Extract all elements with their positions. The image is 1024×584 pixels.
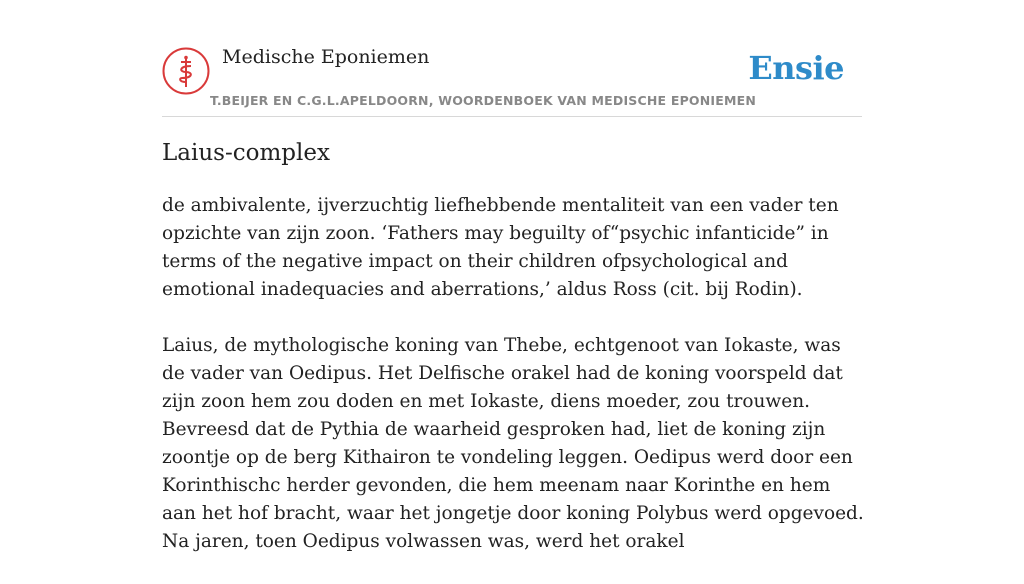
source-header — [162, 0, 862, 117]
ensie-logo[interactable]: Ensie — [748, 49, 844, 87]
caduceus-icon[interactable] — [162, 47, 210, 95]
entry-definition — [162, 192, 867, 584]
definition-paragraph-2: Laius, de mythologische koning van Thebe, echtgenoot van Iokaste, was de vader van Oedipus. Het Delfische orakel had de koning voorspeld dat zijn zoon hem zou doden en met Iokaste, diens moeder, zou trouwen. Bevreesd dat de Pythia de waarheid gesproken had, liet de koning zijn zoontje op de berg Kithairon te vondeling leggen. Oedipus werd door een Korinthischc herder gevonden, die hem meenam naar Korinthe en hem aan het hof bracht, waar het jongetje door koning Polybus werd opgevoed. Na jaren, toen Oedipus volwassen was, werd het orakel — [162, 335, 864, 552]
definition-paragraph-1: de ambivalente, ijverzuchtig liefhebbende mentaliteit van een vader ten opzichte van zijn zoon. ‘Fathers may beguilty of“psychic infanticide” in terms of the negative impact on their children ofpsychological and emotional inadequacies and aberrations,’ aldus Ross (cit. bij Rodin). — [162, 195, 839, 300]
entry-term: Laius-complex — [162, 140, 330, 166]
source-byline: T.BEIJER EN C.G.L.APELDOORN, WOORDENBOEK VAN MEDISCHE EPONIEMEN — [210, 93, 757, 108]
source-title[interactable]: Medische Eponiemen — [222, 46, 430, 68]
